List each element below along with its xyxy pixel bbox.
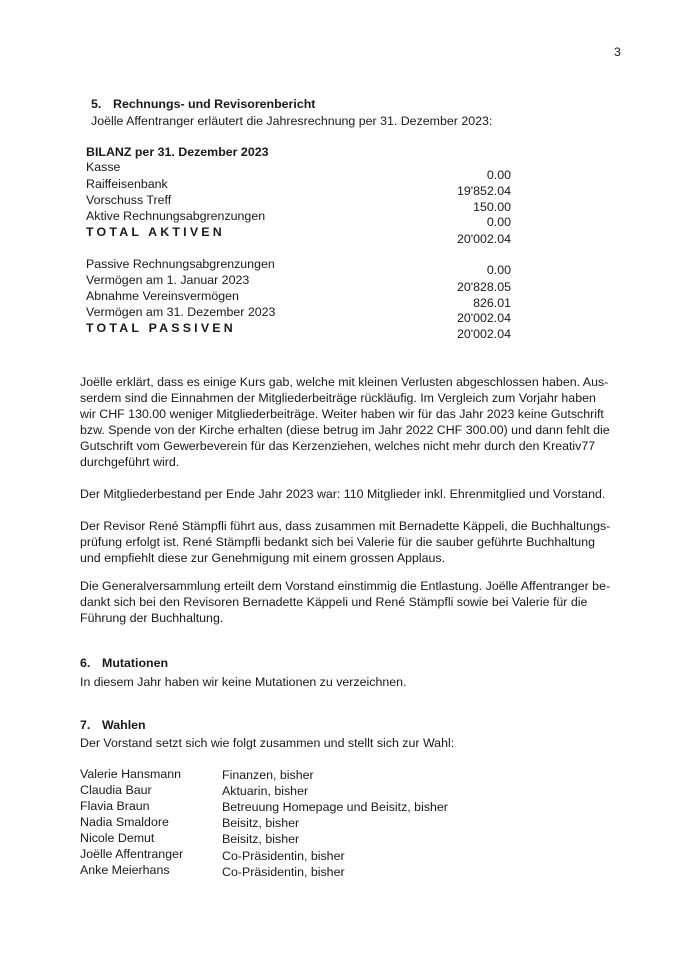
member-role: Finanzen, bisher <box>222 768 314 782</box>
member-name: Nicole Demut <box>80 831 155 845</box>
member-role: Co-Präsidentin, bisher <box>222 849 345 863</box>
section6-text: In diesem Jahr haben wir keine Mutationen zu verzeichnen. <box>80 675 407 689</box>
member-role: Betreuung Homepage und Beisitz, bisher <box>222 800 448 814</box>
paragraph-line: wir CHF 130.00 weniger Mitgliederbeiträge. Weiter haben wir für das Jahr 2023 keine Gutschrift <box>80 407 604 421</box>
bilanz-value: 150.00 <box>473 200 511 214</box>
bilanz-label: Raiffeisenbank <box>86 177 168 191</box>
bilanz-value: 19'852.04 <box>456 184 511 198</box>
section6-number: 6. <box>80 656 91 670</box>
total-aktiven-label: TOTAL AKTIVEN <box>86 225 225 239</box>
section5-title: Rechnungs- und Revisorenbericht <box>113 97 316 111</box>
paragraph-revisor <box>80 518 619 566</box>
section5-number: 5. <box>91 97 102 111</box>
paragraph-line: dankt sich bei den Revisoren Bernadette Käppeli und René Stämpfli sowie bei Valerie für die <box>80 595 588 609</box>
paragraph-entlastung <box>80 578 619 626</box>
bilanz-value: 0.00 <box>486 168 511 182</box>
paragraph-line: prüfung erfolgt ist. René Stämpfli bedankt sich bei Valerie für die sauber geführte Buchhaltung <box>80 535 595 549</box>
member-name: Joëlle Affentranger <box>80 847 184 861</box>
paragraph-line: durchgeführt wird. <box>80 455 180 469</box>
member-name: Claudia Baur <box>80 783 152 797</box>
bilanz-title: BILANZ per 31. Dezember 2023 <box>86 145 269 159</box>
bilanz-label: Abnahme Vereinsvermögen <box>86 289 239 303</box>
bilanz-label: Vermögen am 1. Januar 2023 <box>86 273 250 287</box>
bilanz-value: 0.00 <box>486 215 511 229</box>
paragraph-financial-explanation <box>80 374 619 470</box>
paragraph-line: Gutschrift vom Gewerbeverein für das Kerzenziehen, welches nicht mehr durch den Kreativ77 <box>80 439 596 453</box>
member-name: Nadia Smaldore <box>80 815 169 829</box>
paragraph-line: Der Revisor René Stämpfli führt aus, dass zusammen mit Bernadette Käppeli, die Buchhaltungs- <box>80 519 611 533</box>
bilanz-label: Vorschuss Treff <box>86 193 172 207</box>
paragraph-line: Die Generalversammlung erteilt dem Vorstand einstimmig die Entlastung. Joëlle Affentranger be- <box>80 579 611 593</box>
paragraph-line: serdem sind die Einnahmen der Mitgliederbeiträge rückläufig. Im Vergleich zum Vorjahr haben <box>80 391 596 405</box>
section7-number: 7. <box>80 718 91 732</box>
section5-intro: Joëlle Affentranger erläutert die Jahresrechnung per 31. Dezember 2023: <box>91 114 493 128</box>
member-role: Co-Präsidentin, bisher <box>222 865 345 879</box>
bilanz-value: 20'002.04 <box>456 311 511 325</box>
section6-heading <box>80 656 168 671</box>
section7-title: Wahlen <box>102 718 146 732</box>
section7-heading <box>80 718 146 733</box>
total-passiven-label: TOTAL PASSIVEN <box>86 321 236 335</box>
paragraph-line: Führung der Buchhaltung. <box>80 611 224 625</box>
paragraph-membership: Der Mitgliederbestand per Ende Jahr 2023 war: 110 Mitglieder inkl. Ehrenmitglied und Vorstand. <box>80 487 606 501</box>
member-role: Beisitz, bisher <box>222 816 300 830</box>
paragraph-line: bzw. Spende von der Kirche erhalten (diese betrug im Jahr 2022 CHF 300.00) und dann fehlt die <box>80 423 610 437</box>
bilanz-value: 0.00 <box>486 263 511 277</box>
bilanz-label: Vermögen am 31. Dezember 2023 <box>86 305 276 319</box>
member-role: Beisitz, bisher <box>222 832 300 846</box>
bilanz-label: Passive Rechnungsabgrenzungen <box>86 257 275 271</box>
paragraph-line: und empfiehlt diese zur Genehmigung mit einem grossen Applaus. <box>80 551 446 565</box>
bilanz-label: Aktive Rechnungsabgrenzungen <box>86 209 266 223</box>
total-passiven-value: 20'002.04 <box>456 327 511 341</box>
member-name: Anke Meierhans <box>80 863 170 877</box>
section5-heading <box>91 97 315 112</box>
bilanz-label: Kasse <box>86 160 121 174</box>
bilanz-value: 20'828.05 <box>456 280 511 294</box>
paragraph-line: Joëlle erklärt, dass es einige Kurs gab, welche mit kleinen Verlusten abgeschlossen haben. Aus- <box>80 375 609 389</box>
member-name: Flavia Braun <box>80 799 150 813</box>
page-number: 3 <box>614 45 621 59</box>
bilanz-value: 826.01 <box>473 296 511 310</box>
section7-intro: Der Vorstand setzt sich wie folgt zusammen und stellt sich zur Wahl: <box>80 736 455 750</box>
section6-title: Mutationen <box>102 656 169 670</box>
total-aktiven-value: 20'002.04 <box>456 232 511 246</box>
member-role: Aktuarin, bisher <box>222 784 309 798</box>
member-name: Valerie Hansmann <box>80 767 182 781</box>
